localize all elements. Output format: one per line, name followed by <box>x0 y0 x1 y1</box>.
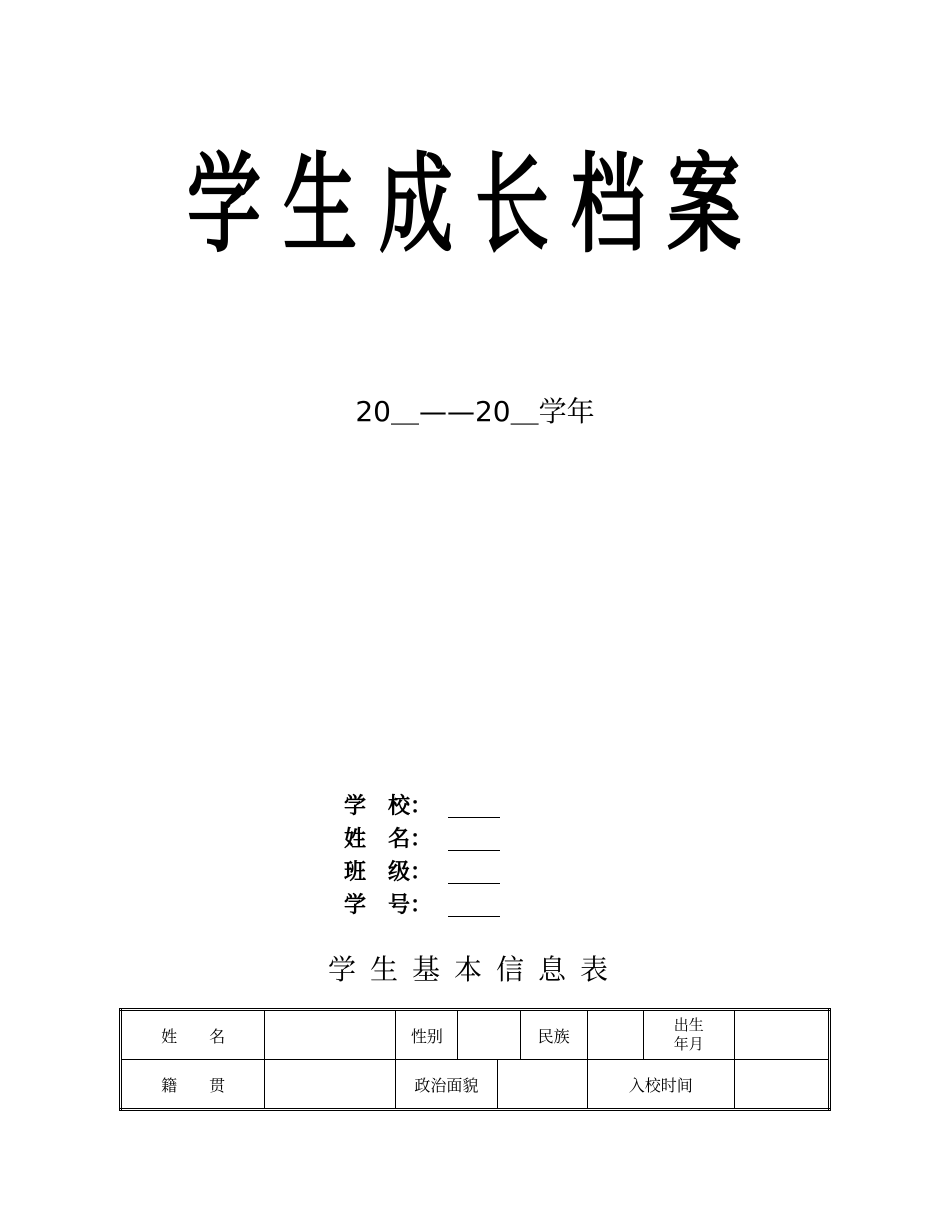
student-id-label: 学 号： <box>344 892 433 918</box>
document-title: 学生成长档案 <box>187 142 763 268</box>
student-info-fields <box>344 790 500 922</box>
basic-info-table <box>119 1008 831 1111</box>
name-field <box>344 823 500 856</box>
school-label: 学 校： <box>344 793 433 819</box>
gender-cell-label: 性别 <box>396 1010 458 1060</box>
name-label: 姓 名： <box>344 826 433 852</box>
birth-cell-value[interactable] <box>734 1010 829 1060</box>
enroll-cell-value[interactable] <box>734 1060 829 1110</box>
enroll-cell-label: 入校时间 <box>587 1060 734 1110</box>
name-cell-value[interactable] <box>265 1010 396 1060</box>
name-blank[interactable] <box>448 849 500 851</box>
native-place-cell-label: 籍 贯 <box>121 1060 265 1110</box>
birth-cell-label <box>643 1010 734 1060</box>
political-cell-value[interactable] <box>497 1060 587 1110</box>
student-id-field <box>344 889 500 922</box>
student-id-blank[interactable] <box>448 915 500 917</box>
political-cell-label: 政治面貌 <box>396 1060 497 1110</box>
birth-label-line2: 年月 <box>673 1035 704 1053</box>
table-row <box>121 1010 830 1060</box>
basic-info-section-title: 学生基本信息表 <box>327 953 622 986</box>
ethnicity-cell-label: 民族 <box>520 1010 587 1060</box>
academic-year-line: 20＿——20＿学年 <box>355 395 595 428</box>
table-row <box>121 1060 830 1110</box>
ethnicity-cell-value[interactable] <box>587 1010 643 1060</box>
class-label: 班 级： <box>344 859 433 885</box>
native-place-cell-value[interactable] <box>265 1060 396 1110</box>
class-blank[interactable] <box>448 882 500 884</box>
gender-cell-value[interactable] <box>458 1010 520 1060</box>
name-cell-label: 姓 名 <box>121 1010 265 1060</box>
class-field <box>344 856 500 889</box>
school-blank[interactable] <box>448 816 500 818</box>
school-field <box>344 790 500 823</box>
birth-label-line1: 出生 <box>673 1016 704 1034</box>
